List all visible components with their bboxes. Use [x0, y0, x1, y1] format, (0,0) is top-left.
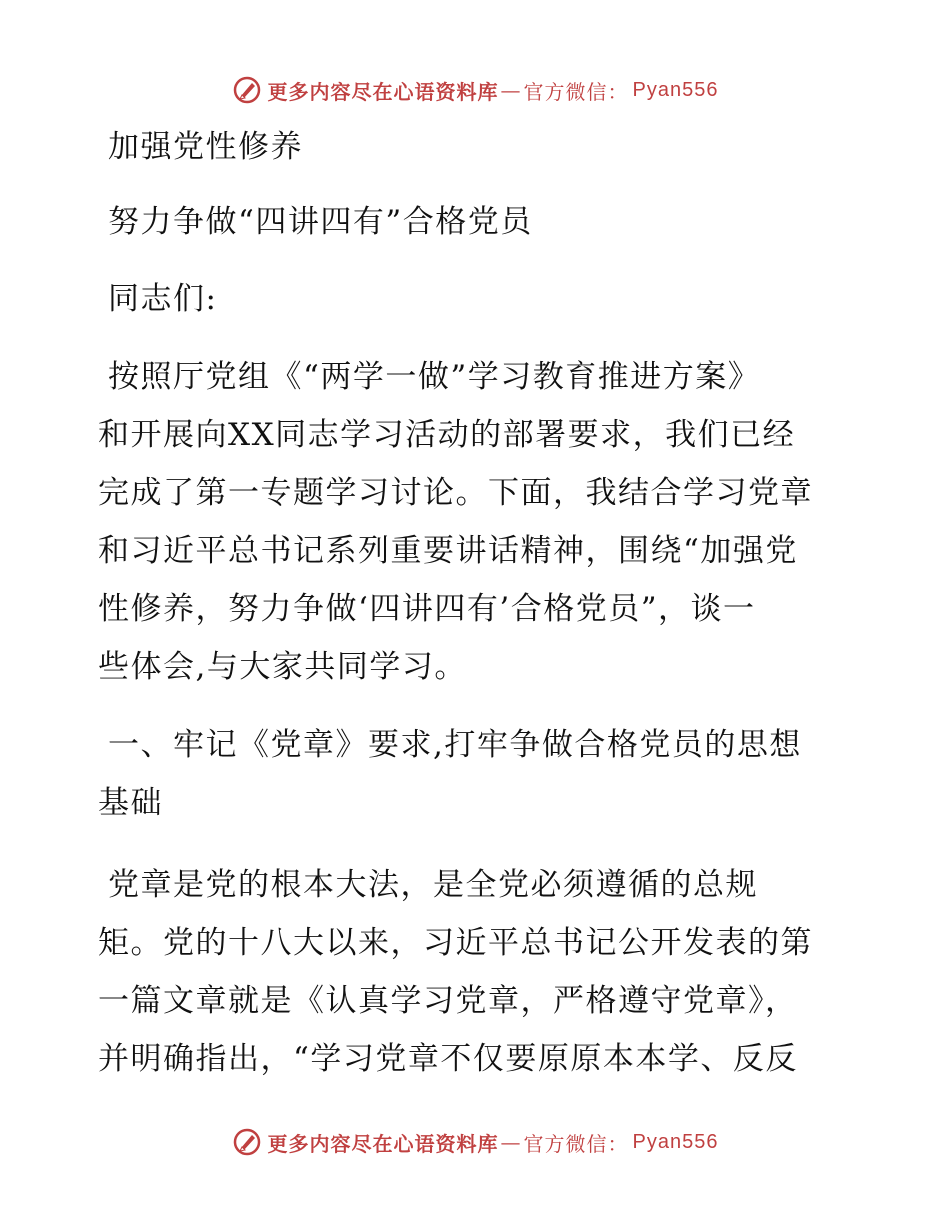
paragraph-1 [98, 348, 850, 696]
pen-logo-icon [232, 75, 262, 105]
doc-title-1: 加强党性修养 [108, 129, 303, 165]
paragraph-line: 完成了第一专题学习讨论。下面，我结合学习党章 [98, 475, 813, 511]
footer-watermark [0, 1122, 950, 1162]
paragraph-line: 矩。党的十八大以来，习近平总书记公开发表的第 [98, 925, 813, 961]
watermark-side-text: 官方微信： [523, 79, 629, 104]
watermark-id: Pyan556 [632, 78, 719, 101]
pen-logo-icon [232, 1127, 262, 1157]
watermark-side-text: 官方微信： [523, 1131, 629, 1156]
paragraph-line: 些体会,与大家共同学习。 [98, 649, 467, 685]
watermark-id: Pyan556 [632, 1130, 719, 1153]
paragraph-line: 一篇文章就是《认真学习党章，严格遵守党章》， [98, 983, 798, 1019]
watermark-main-text: 更多内容尽在心语资料库 [267, 1131, 499, 1156]
paragraph-line: 并明确指出，“学习党章不仅要原原本本学、反反 [98, 1041, 798, 1077]
watermark-dash: — [500, 78, 522, 102]
paragraph-line: 和开展向XX同志学习活动的部署要求，我们已经 [98, 417, 796, 453]
header-watermark [0, 70, 950, 110]
paragraph-2 [98, 856, 850, 1088]
paragraph-line: 党章是党的根本大法，是全党必须遵循的总规 [108, 867, 758, 903]
watermark-dash: — [500, 1130, 522, 1154]
doc-title-2: 努力争做“四讲四有”合格党员 [108, 204, 533, 240]
paragraph-line: 和习近平总书记系列重要讲话精神，围绕“加强党 [98, 533, 798, 569]
watermark-main-text: 更多内容尽在心语资料库 [267, 79, 499, 104]
paragraph-line: 按照厅党组《“两学一做”学习教育推进方案》 [108, 359, 761, 395]
section-heading-1 [98, 716, 850, 832]
doc-greeting: 同志们: [108, 281, 218, 317]
document-body [98, 120, 850, 1088]
paragraph-line: 性修养，努力争做‘四讲四有’合格党员”，谈一 [98, 591, 756, 627]
section-heading-line: 基础 [98, 785, 163, 821]
section-heading-line: 一、牢记《党章》要求,打牢争做合格党员的思想 [108, 727, 802, 763]
